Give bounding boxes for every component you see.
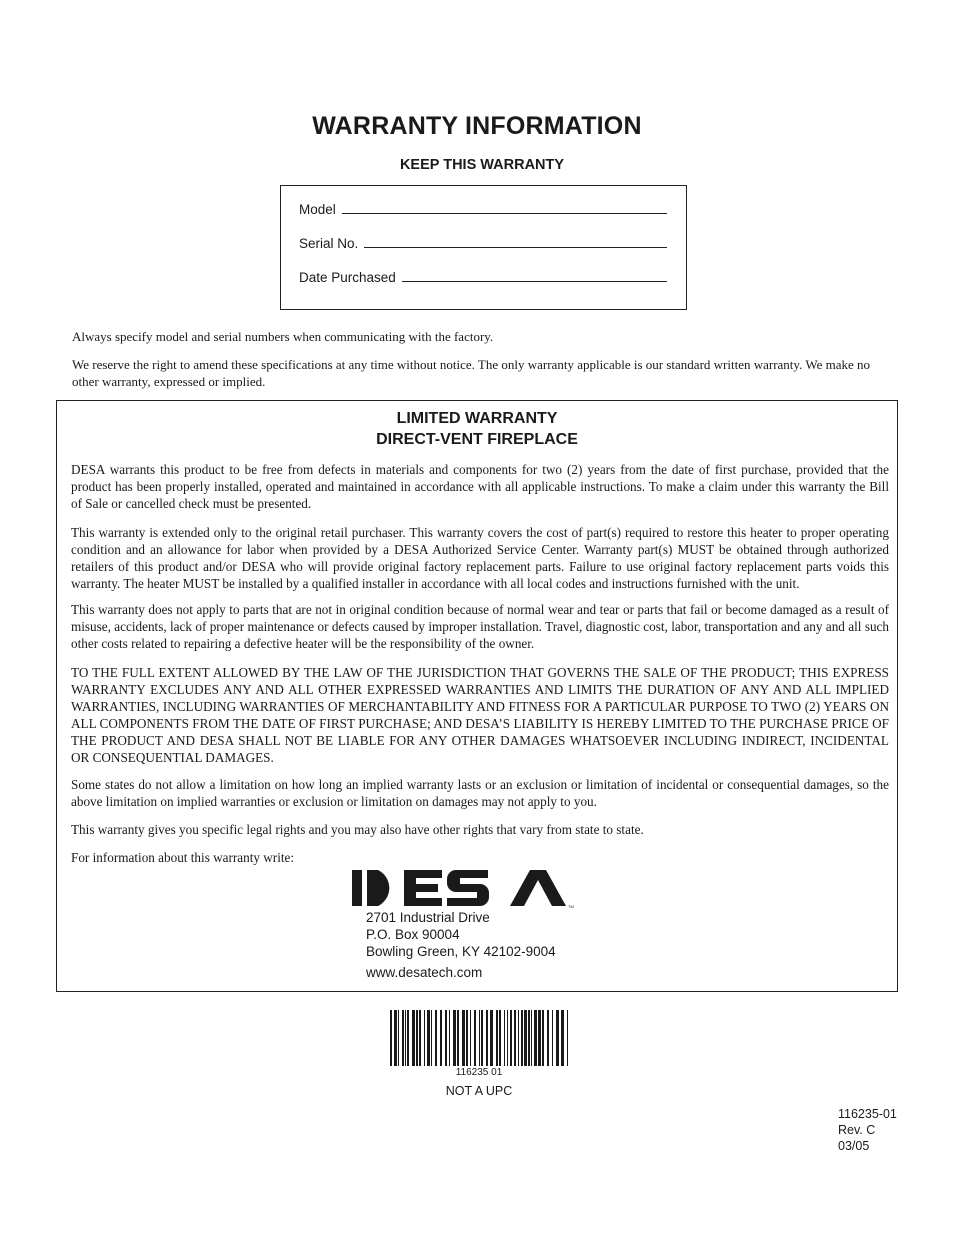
- page-subtitle: KEEP THIS WARRANTY: [399, 157, 565, 173]
- model-blank-line[interactable]: [342, 212, 667, 214]
- document-date: 03/05: [838, 1139, 870, 1153]
- warranty-paragraph-rights: This warranty gives you specific legal rights and you may also have other rights that vary from state to state.: [71, 822, 644, 837]
- barcode-bar: [479, 1010, 480, 1066]
- date-blank-line[interactable]: [402, 280, 667, 282]
- barcode-bar: [496, 1010, 498, 1066]
- barcode-caption: NOT A UPC: [445, 1084, 513, 1098]
- barcode-bar: [552, 1010, 553, 1066]
- barcode-bar: [490, 1010, 493, 1066]
- warranty-paragraph-exclusions: This warranty does not apply to parts that are not in original condition because of normal wear and tear or parts that fail or become damaged as a result of misuse, accidents, lack of proper maintenance or defects caused by improper installation. Travel, diagnostic cost, labor, transportation and any and all such other costs related to repairing a defective heater will be the responsibility of the owner.: [71, 602, 889, 651]
- barcode-bar: [427, 1010, 430, 1066]
- warranty-paragraph-coverage: DESA warrants this product to be free from defects in materials and components for two (2) years from the date of first purchase, provided that the product has been properly installed, operated and maintained in accordance with all applicable instructions. To make a claim under this warranty the Bill of Sale or cancelled check must be presented.: [71, 462, 889, 511]
- barcode-bar: [445, 1010, 447, 1066]
- barcode-bar: [518, 1010, 519, 1066]
- barcode-bar: [402, 1010, 404, 1066]
- barcode-bar: [567, 1010, 568, 1066]
- barcode-bar: [453, 1010, 456, 1066]
- barcode-bar: [528, 1010, 530, 1066]
- barcode-image: [390, 1010, 568, 1066]
- barcode-bar: [416, 1010, 418, 1066]
- warranty-paragraph-legal: TO THE FULL EXTENT ALLOWED BY THE LAW OF THE JURISDICTION THAT GOVERNS THE SALE OF THE PRODUCT; THIS EXPRESS WARRANTY EXCLUDES ANY AND ALL OTHER EXPRESSED WARRANTIES AND LIMITS THE DURATION OF ANY AND ALL IMPLIED WARRANTIES, INCLUDING WARRANTIES OF MERCHANTABILITY AND FITNESS FOR A PARTICULAR PURPOSE TO TWO (2) YEARS ON ALL COMPONENTS FROM THE DATE OF FIRST PURCHASE; AND DESA’S LIABILITY IS HEREBY LIMITED TO THE PURCHASE PRICE OF THE PRODUCT AND DESA SHALL NOT BE LIABLE FOR ANY OTHER DAMAGES WHATSOEVER INCLUDING INDIRECT, INCIDENTAL OR CONSEQUENTIAL DAMAGES.: [71, 665, 889, 765]
- warranty-paragraph-contact: For information about this warranty write:: [71, 850, 295, 865]
- serial-label: Serial No.: [299, 236, 359, 251]
- address-po-box: P.O. Box 90004: [366, 927, 460, 942]
- page-title: WARRANTY INFORMATION: [312, 112, 642, 140]
- date-label: Date Purchased: [299, 270, 396, 285]
- warranty-heading: LIMITED WARRANTY: [396, 410, 558, 427]
- document-revision: Rev. C: [838, 1123, 876, 1137]
- serial-blank-line[interactable]: [364, 246, 667, 248]
- barcode-bar: [398, 1010, 399, 1066]
- desa-logo: [350, 866, 575, 910]
- barcode-bar: [470, 1010, 471, 1066]
- barcode-bar: [547, 1010, 549, 1066]
- serial-field-row[interactable]: [299, 236, 667, 251]
- note-reserve-right: We reserve the right to amend these specifications at any time without notice. The only warranty applicable is our standard written warranty. We make no other warranty, expressed or implied.: [72, 357, 870, 389]
- model-field-row[interactable]: [299, 202, 667, 217]
- barcode-bar: [462, 1010, 465, 1066]
- barcode-bar: [474, 1010, 476, 1066]
- barcode-bar: [521, 1010, 523, 1066]
- barcode-bar: [538, 1010, 541, 1066]
- barcode-bar: [419, 1010, 421, 1066]
- barcode-bar: [534, 1010, 537, 1066]
- barcode-bar: [424, 1010, 425, 1066]
- barcode-bar: [394, 1010, 397, 1066]
- barcode-bar: [407, 1010, 409, 1066]
- barcode-bar: [431, 1010, 432, 1066]
- barcode-bar: [466, 1010, 468, 1066]
- model-label: Model: [299, 202, 336, 217]
- barcode-bar: [504, 1010, 505, 1066]
- registration-box: [280, 185, 687, 310]
- barcode-bar: [510, 1010, 512, 1066]
- barcode-bar: [507, 1010, 508, 1066]
- warranty-paragraph-states: Some states do not allow a limitation on how long an implied warranty lasts or an exclusion or limitation of incidental or consequential damages, so the above limitation on implied warranties or exclusion or limitation on damages may not apply to you.: [71, 777, 889, 809]
- barcode-bar: [435, 1010, 437, 1066]
- document-number: 116235-01: [838, 1107, 897, 1121]
- barcode-bar: [405, 1010, 406, 1066]
- barcode-bar: [440, 1010, 442, 1066]
- website-link[interactable]: www.desatech.com: [366, 965, 483, 980]
- barcode-number: 116235 01: [455, 1067, 503, 1078]
- barcode-bar: [412, 1010, 415, 1066]
- barcode-bar: [524, 1010, 527, 1066]
- svg-text:TM: TM: [568, 904, 574, 909]
- warranty-paragraph-purchaser: This warranty is extended only to the original retail purchaser. This warranty covers the cost of part(s) required to restore this heater to proper operating condition and an allowance for labor when provided by a DESA Authorized Service Center. Warranty part(s) MUST be obtained through authorized retailers of this product and/or DESA who will provide original factory replacement parts. Failure to use original factory replacement parts voids this warranty. The heater MUST be installed by a qualified installer in accordance with all local codes and instructions furnished with the unit.: [71, 525, 889, 591]
- address-city: Bowling Green, KY 42102-9004: [366, 944, 556, 959]
- note-specify-serial: Always specify model and serial numbers when communicating with the factory.: [72, 329, 494, 344]
- barcode-bar: [556, 1010, 559, 1066]
- barcode-bar: [449, 1010, 450, 1066]
- address-street: 2701 Industrial Drive: [366, 910, 490, 925]
- limited-warranty-box: [56, 400, 898, 992]
- barcode-bar: [514, 1010, 516, 1066]
- barcode-bar: [531, 1010, 532, 1066]
- date-field-row[interactable]: [299, 270, 667, 285]
- barcode-bar: [542, 1010, 544, 1066]
- barcode-bar: [481, 1010, 483, 1066]
- barcode-bar: [390, 1010, 392, 1066]
- barcode-bar: [561, 1010, 564, 1066]
- barcode-bar: [457, 1010, 459, 1066]
- warranty-subheading: DIRECT-VENT FIREPLACE: [376, 431, 578, 448]
- barcode-bar: [486, 1010, 488, 1066]
- barcode-bar: [499, 1010, 501, 1066]
